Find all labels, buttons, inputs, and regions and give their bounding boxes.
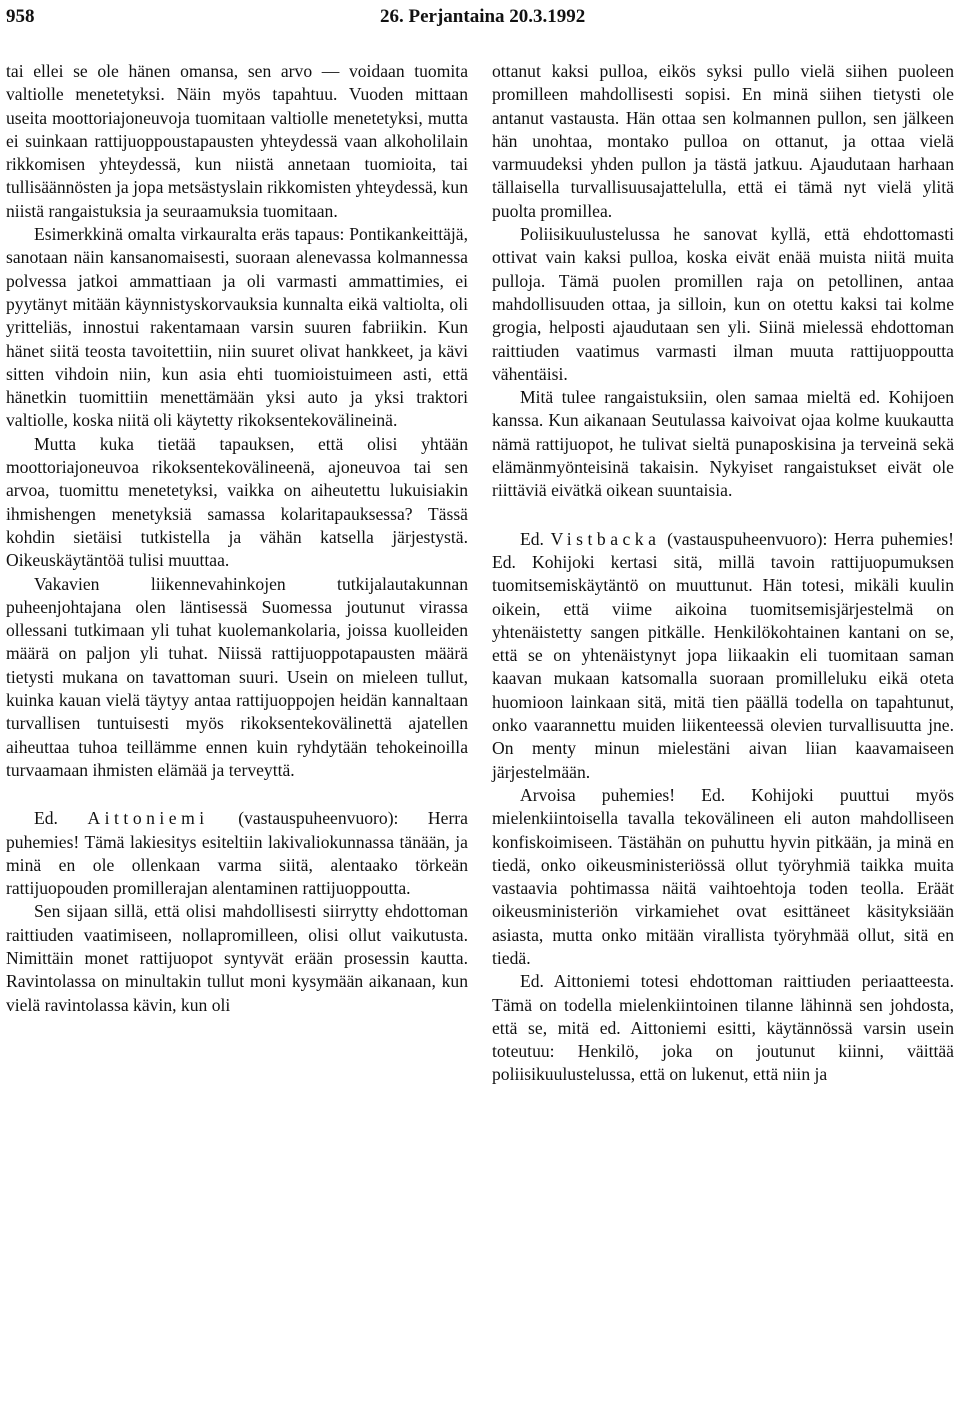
paragraph: Ed. Aittoniemi totesi ehdottoman raittiuden periaatteesta. Tämä on todella mielenkiintoinen tilanne lähinnä sen johdosta, että se, mitä ed. Aittoniemi esitti, käytännössä varsin usein toteutuu: Henkilö, joka on joutunut kiinni, väittää poliisikuulustelussa, että on lukenut, että niin ja — [492, 971, 954, 1085]
speech-paragraph — [492, 528, 954, 784]
speech-text: (vastauspuheenvuoro): Herra puhemies! Ed. Kohijoki kertasi sitä, millä tavoin rattijuopumuksen tuomitsemiskäytäntö on muuttunut. Hän totesi, mikäli kuulin oikein, että viime aikoina tuomitsemisjärjestelmä on yhtenäistetty sangen pitkälle. Henkilökohtainen kantani on se, että se on yhtenäistynyt jopa liikaakin eli tuomitaan saman kaavan mukaan katsomalla suoraan promilleluku eikä oteta huomioon lainkaan sitä, mitä tien päällä todella on tapahtunut, onko vaarannettu muiden liikenteessä olevien turvallisuutta jne. On menty minun mielestäni aivan liian kaavamaiseen järjestelmään. — [492, 528, 954, 782]
left-column — [6, 60, 468, 1017]
speaker-prefix: Ed. — [34, 808, 58, 829]
paragraph: Sen sijaan sillä, että olisi mahdollisesti siirrytty ehdottoman raittiuden vaatimiseen, nollapromilleen, olisi ollut vaikutusta. Nimittäin monet rattijuopot syntyvät erään prosessin kautta. Ravintolassa on minultakin tullut moni kysymään aikanaan, kun vielä ravintolassa kävin, kun oli — [6, 901, 468, 1015]
issue-date-heading: 26. Perjantaina 20.3.1992 — [380, 6, 586, 27]
speaker-name: Aittoniemi — [87, 808, 209, 829]
paragraph: tai ellei se ole hänen omansa, sen arvo — voidaan tuomita valtiolle menetetyksi. Näin myös tapahtuu. Vuoden mittaan useita moottoriajoneuvoja tuomitaan valtiolle menetetyksi, mutta ei suinkaan rattijuoppoustapausten yhteydessä vaan alkoholilain rikkomisen yhteydessä, kun niistä annetaan tuomioita, tai tullisäännösten ja jopa metsästyslain rikkomisten yhteydessä, kun niistä rangaistuksia ja seuraamuksia tuomitaan. — [6, 61, 468, 221]
speaker-name: Vistbacka — [550, 528, 661, 549]
paragraph: Esimerkkinä omalta virkauralta eräs tapaus: Pontikankeittäjä, sanotaan näin kansanomaisesti, suoraan alenevassa kolmannessa polvessa jatkoi ammattiaan ja oli varmasti ammattimies, ei pyytänyt mitään käynnistyskorvauksia kunnalta eikä valtiolta, oli yritteliäs, innostui rakentamaan varsin suuren fabriikin. Kun hänet siitä teosta tavoitettiin, niin suuret olivat hankkeet, ja kävi sitten vihdoin niin, kun asia ehti tuomioistuimeen asti, että hänetkin tuomittiin menettämään yksi auto ja yksi traktori valtiolle, koska niitä oli käytetty rikoksentekovälineinä. — [6, 224, 468, 431]
page-number: 958 — [6, 6, 35, 27]
paragraph: Mitä tulee rangaistuksiin, olen samaa mieltä ed. Kohijoen kanssa. Kun aikanaan Seutulassa kaivoivat ojaa kolme kuukautta nämä rattijuopot, he tulivat sieltä punaposkisina ja terveinä sekä elämänmyönteisinä takaisin. Nykyiset rangaistukset eivät ole riittäviä eivätkä oikean suuntaisia. — [492, 387, 954, 501]
speech-text: (vastauspuheenvuoro): Herra puhemies! Tämä lakiesitys esiteltiin lakivaliokunnassa tänään, ja minä en ole ollenkaan varma siitä, alentaako törkeän rattijuopouden promillerajan alentaminen rattijuoppoutta. — [6, 808, 468, 899]
paragraph: Arvoisa puhemies! Ed. Kohijoki puuttui myös mielenkiintoisella tavalla tekovälineen eli auton mahdolliseen konfiskoimiseen. Tästähän on puhuttu hyvin pitkään, ja minä en tiedä, onko oikeusministeriössä ollut työryhmiä taikka muita vastaavia pohtimassa näitä vaihtoehtoja toden teolla. Eräät oikeusministeriön virkamiehet ovat esittäneet käsityksiään asiasta, mutta onko mitään virallista työryhmää ollut, sitä en tiedä. — [492, 784, 954, 968]
speaker-prefix: Ed. — [520, 528, 544, 549]
right-column — [492, 60, 954, 1087]
page-header — [6, 6, 954, 36]
speech-paragraph — [6, 807, 468, 900]
paragraph: Mutta kuka tietää tapauksen, että olisi yhtään moottoriajoneuvoa rikoksentekovälineenä, ajoneuvoa tai sen arvoa, tuomittu menetetyksi, vaikka on aiheutettu lukuisiakin ihmishengen menetyksiä samassa kolaritapauksessa? Tässä kohdin sietäisi tutkistella ja vähän katsella järjestystä. Oikeuskäytäntöä tulisi muuttaa. — [6, 433, 468, 571]
paragraph: Poliisikuulustelussa he sanovat kyllä, että ehdottomasti ottivat vain kaksi pulloa, koska eivät enää muista niitä muita pulloja. Tämä puolen promillen raja on petollinen, antaa mahdollisuuden ottaa, ja silloin, kun on otettu kaksi tai kolme grogia, helposti ajaudutaan sen yli. Siinä mielessä ehdottoman raittiuden vaatimus varmasti ilman muuta rattijuoppoutta vähentäisi. — [492, 224, 954, 384]
paragraph: Vakavien liikennevahinkojen tutkijalautakunnan puheenjohtajana olen läntisessä Suomessa joutunut virassa ollessani tutkimaan yli tuhat kuolemankolaria, joissa kuolleiden määrä on paljon yli tuhat. Niissä rattijuoppotapausten määrä tietysti mukana on tavattoman suuri. Usein on mieleen tullut, kuinka kauan vielä täytyy antaa rattijuoppojen heidän kannaltaan turvallisen tuntuisesti myös rikoksentekovälinettä ajatellen aiheuttaa tuhoa teillämme ennen kuin ryhdytään tehokeinoilla turvaamaan ihmisten elämää ja terveyttä. — [6, 573, 468, 780]
paragraph: ottanut kaksi pulloa, eikös syksi pullo vielä siihen puoleen promilleen mahdollisesti sopisi. En minä siihen tietysti ole antanut vastausta. Hän ottaa sen kolmannen pullon, sen jälkeen hän unohtaa, montako pulloa on ottanut, ja ottaa vielä varmuudeksi yhden pullon ja tästä jatkuu. Ajaudutaan harhaan tällaisella turvallisuusajattelulla, että ei tämä nyt vielä ylitä puolta promillea. — [492, 61, 954, 221]
